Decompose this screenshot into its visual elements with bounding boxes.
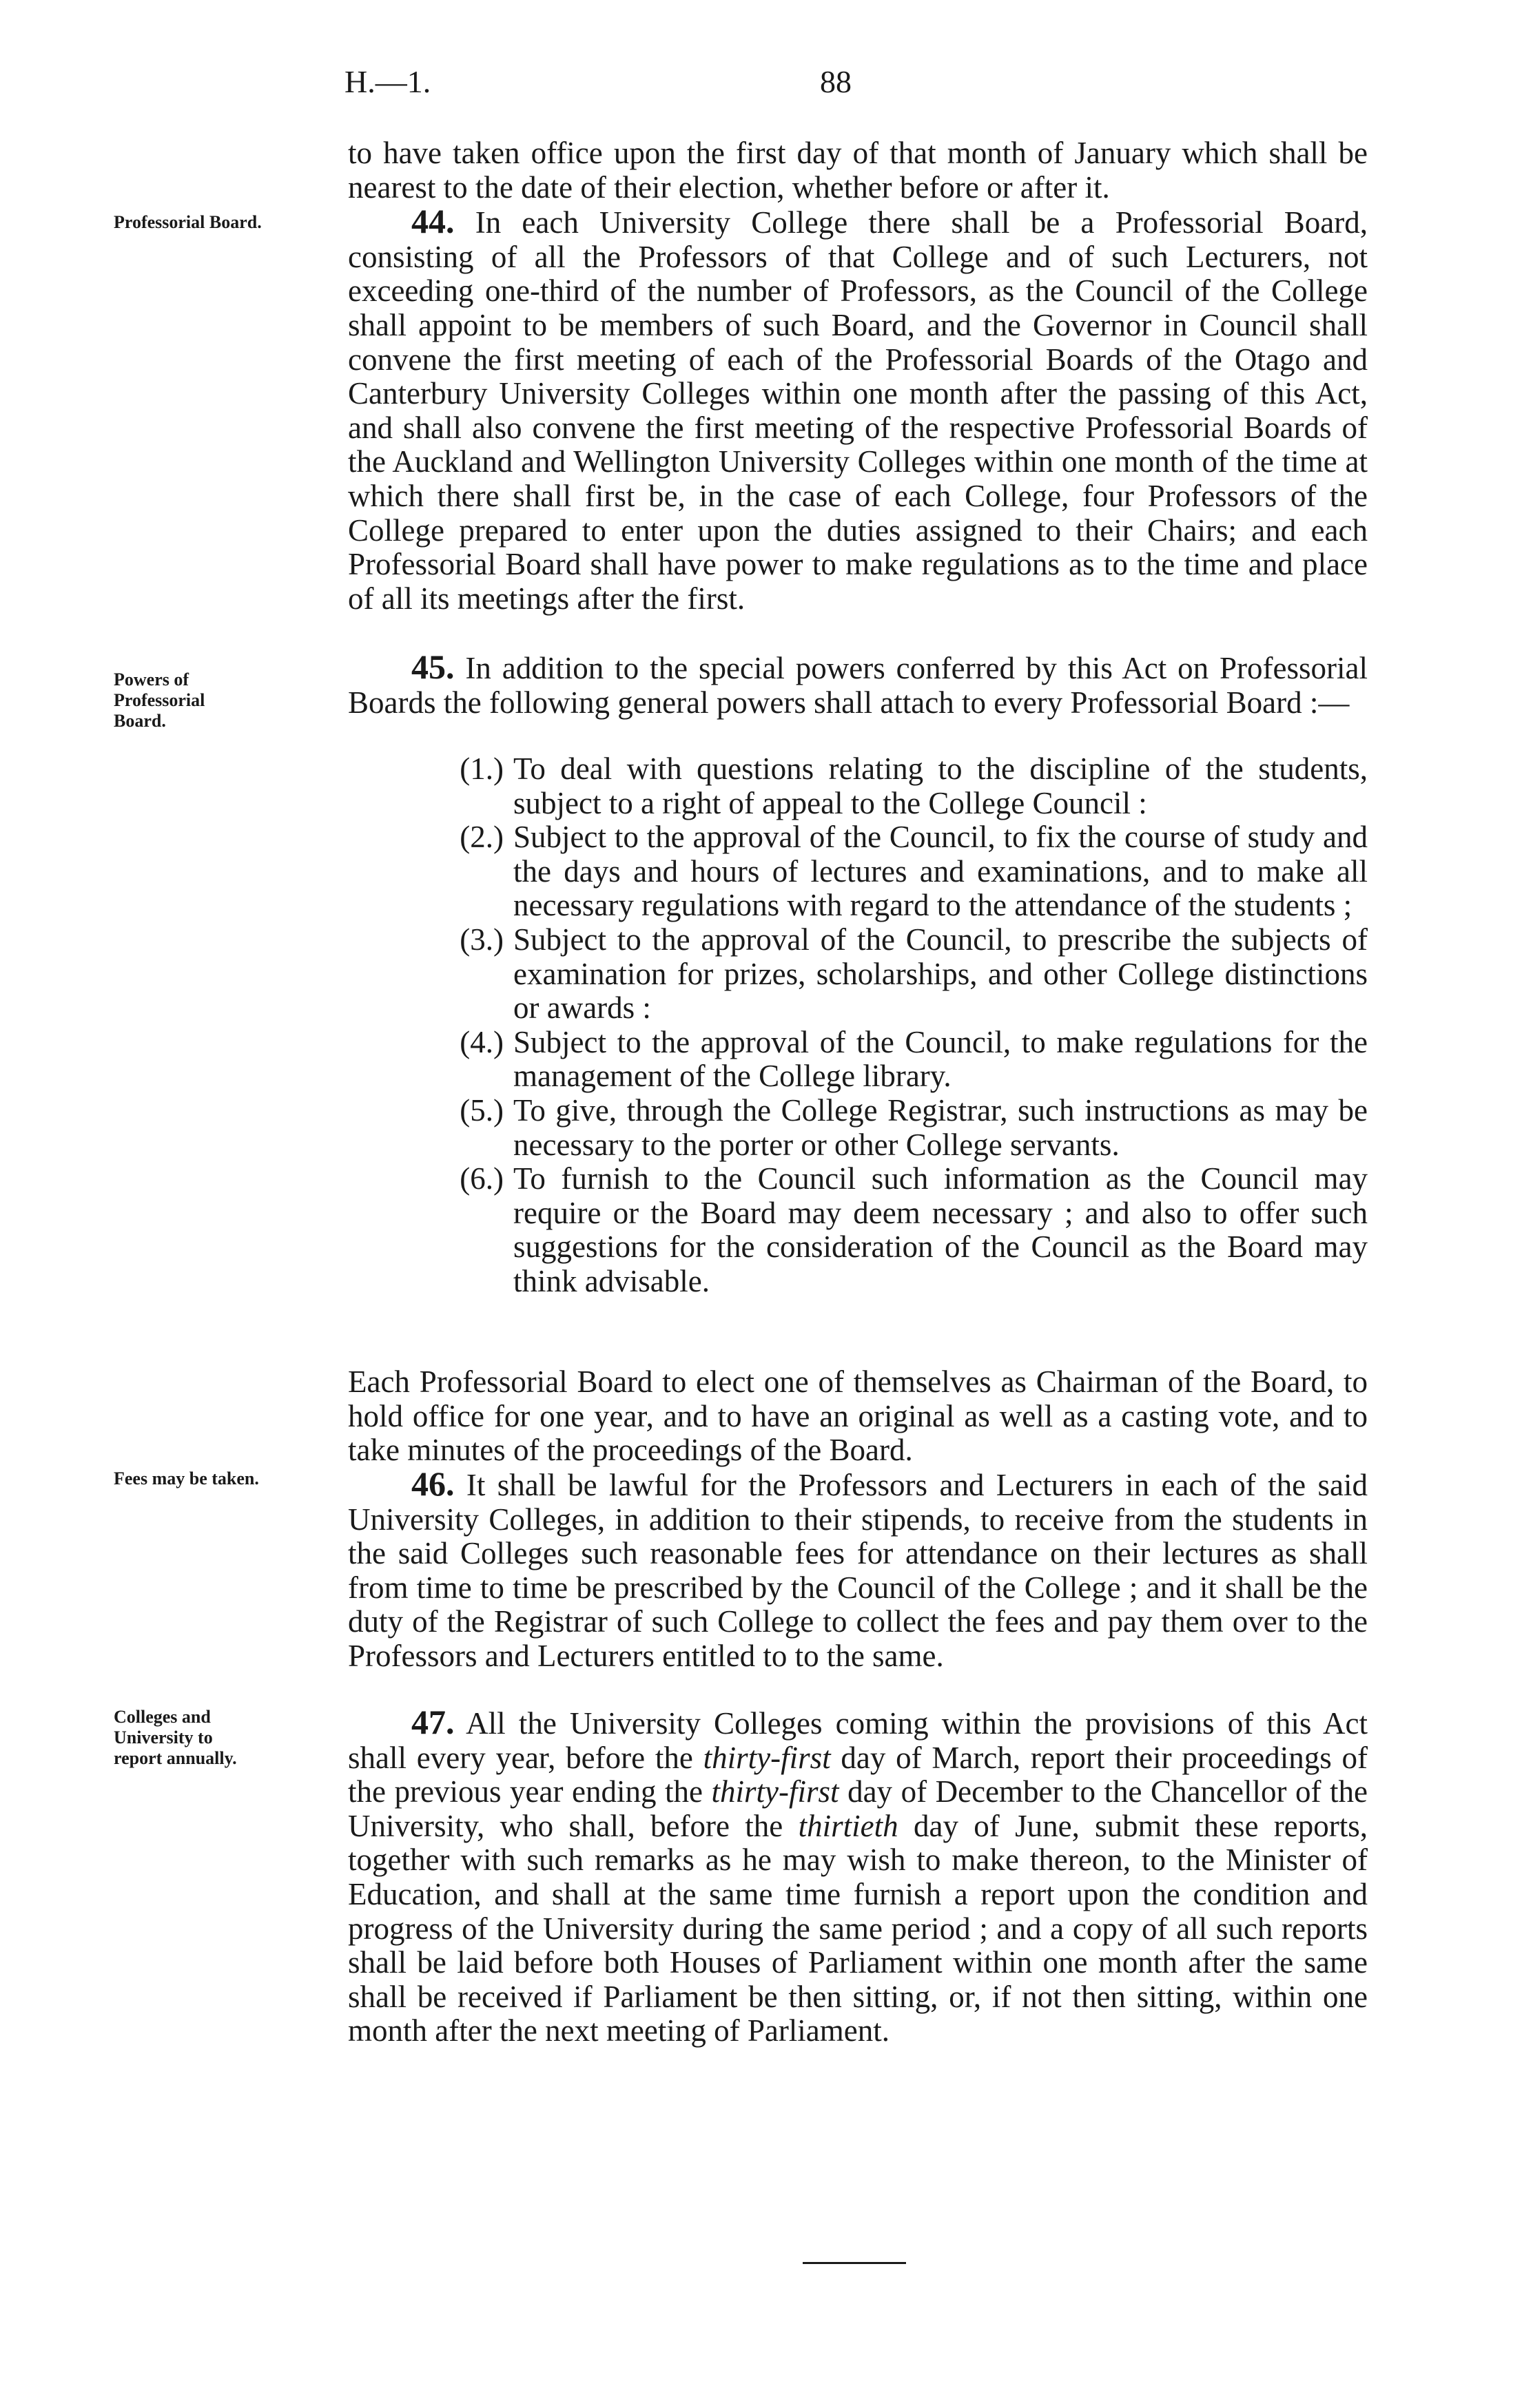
section-44 bbox=[348, 202, 1368, 616]
section-45-number: 45. bbox=[411, 647, 455, 686]
margin-note-professorial-board: Professorial Board. bbox=[114, 212, 262, 232]
list-item-text: Subject to the approval of the Council, to make regulations for the management of the College library. bbox=[513, 1024, 1368, 1094]
section-47-text-3: day of December to the Chancellor of the University, who shall, before the bbox=[348, 1774, 1368, 1843]
section-46-number: 46. bbox=[411, 1464, 455, 1503]
section-45-closing-block bbox=[348, 1365, 1368, 1468]
list-item bbox=[348, 923, 1368, 1026]
section-47 bbox=[348, 1705, 1368, 2048]
continuation-paragraph: to have taken office upon the first day of that month of January which shall be nearest to the date of their election, whether before or after it. bbox=[348, 136, 1368, 205]
list-item bbox=[348, 820, 1368, 923]
section-45-text: In addition to the special powers conferred by this Act on Professorial Boards the following general powers shall attach to every Professorial Board :— bbox=[348, 651, 1368, 720]
list-item-text: Subject to the approval of the Council, to prescribe the subjects of examination for prizes, scholarships, and other College distinctions or awards : bbox=[513, 922, 1368, 1026]
list-item-label: (2.) bbox=[460, 820, 504, 855]
section-46 bbox=[348, 1464, 1368, 1674]
section-47-number: 47. bbox=[411, 1703, 455, 1741]
list-item-text: To give, through the College Registrar, such instructions as may be necessary to the porter or other College servants. bbox=[513, 1092, 1368, 1162]
list-item bbox=[348, 1162, 1368, 1298]
list-item bbox=[348, 1094, 1368, 1162]
section-47-block bbox=[348, 1705, 1368, 2048]
margin-note-fees-may-be-taken: Fees may be taken. bbox=[114, 1468, 259, 1488]
section-47-italic-2: thirty-first bbox=[711, 1774, 839, 1809]
section-46-block bbox=[348, 1464, 1368, 1674]
list-item-label: (1.) bbox=[460, 751, 504, 786]
section-46-text: It shall be lawful for the Professors and Lecturers in each of the said University Colleges, in addition to their stipends, to receive from the students in the said Colleges such reasonable fees for attendance on their lectures as shall from time to time be prescribed by the Council of the College ; and it shall be the duty of the Registrar of such College to collect the fees and pay them over to the Professors and Lecturers entitled to to the same. bbox=[348, 1468, 1368, 1673]
list-item-text: To deal with questions relating to the discipline of the students, subject to a right of appeal to the College Council : bbox=[513, 751, 1368, 820]
list-item-label: (4.) bbox=[460, 1024, 504, 1059]
section-47-text-2: day of March, report their proceedings of the previous year ending the bbox=[348, 1740, 1368, 1809]
list-item bbox=[348, 752, 1368, 820]
section-45-intro-block bbox=[348, 647, 1368, 720]
list-item-text: Subject to the approval of the Council, to fix the course of study and the days and hours of lectures and examinations, and to make all necessary regulations with regard to the attendance of the students ; bbox=[513, 820, 1368, 923]
list-item-label: (5.) bbox=[460, 1092, 504, 1128]
section-45 bbox=[348, 647, 1368, 720]
margin-note-colleges-report-annually: Colleges and University to report annually. bbox=[114, 1707, 237, 1768]
section-47-italic-3: thirtieth bbox=[798, 1808, 898, 1843]
list-item bbox=[348, 1026, 1368, 1094]
list-item-label: (6.) bbox=[460, 1161, 504, 1196]
section-47-italic-1: thirty-first bbox=[703, 1740, 831, 1775]
section-44-text: In each University College there shall be a Professorial Board, consisting of all the Professors of that College and of such Lecturers, not exceeding one-third of the number of Professors, as the Council of the College shall appoint to be members of such Board, and the Governor in Council shall convene the first meeting of each of the Professorial Boards of the Otago and Canterbury University Colleges within one month after the passing of this Act, and shall also convene the first meeting of the respective Professorial Boards of the Auckland and Wellington University Colleges within one month of the time at which there shall first be, in the case of each College, four Professors of the College prepared to enter upon the duties assigned to their Chairs; and each Professorial Board shall have power to make regulations as to the time and place of all its meetings after the first. bbox=[348, 205, 1368, 616]
section-45-closing: Each Professorial Board to elect one of themselves as Chairman of the Board, to hold office for one year, and to have an original as well as a casting vote, and to take minutes of the proceedings of the Board. bbox=[348, 1364, 1368, 1468]
section-44-number: 44. bbox=[411, 202, 455, 241]
list-item-text: To furnish to the Council such information as the Council may require or the Board may deem necessary ; and also to offer such suggestions for the consideration of the Council as the Board may think advisable. bbox=[513, 1161, 1368, 1298]
section-44-block bbox=[348, 136, 1368, 616]
section-45-list bbox=[348, 752, 1368, 1299]
page-header bbox=[344, 63, 1378, 105]
section-47-text-1: All the University Colleges coming within the provisions of this Act shall every year, before the bbox=[348, 1706, 1368, 1775]
document-reference: H.—1. bbox=[344, 64, 431, 99]
list-item-label: (3.) bbox=[460, 922, 504, 957]
margin-note-powers-of-professorial-board: Powers of Professorial Board. bbox=[114, 670, 205, 731]
end-rule bbox=[803, 2262, 906, 2264]
page-number: 88 bbox=[820, 64, 852, 99]
section-47-text-4: day of June, submit these reports, together with such remarks as he may wish to make thereon, to the Minister of Education, and shall at the same time furnish a report upon the condition and progress of the University during the same period ; and a copy of all such reports shall be laid before both Houses of Parliament within one month after the same shall be received if Parliament be then sitting, or, if not then sitting, within one month after the next meeting of Parliament. bbox=[348, 1808, 1368, 2048]
